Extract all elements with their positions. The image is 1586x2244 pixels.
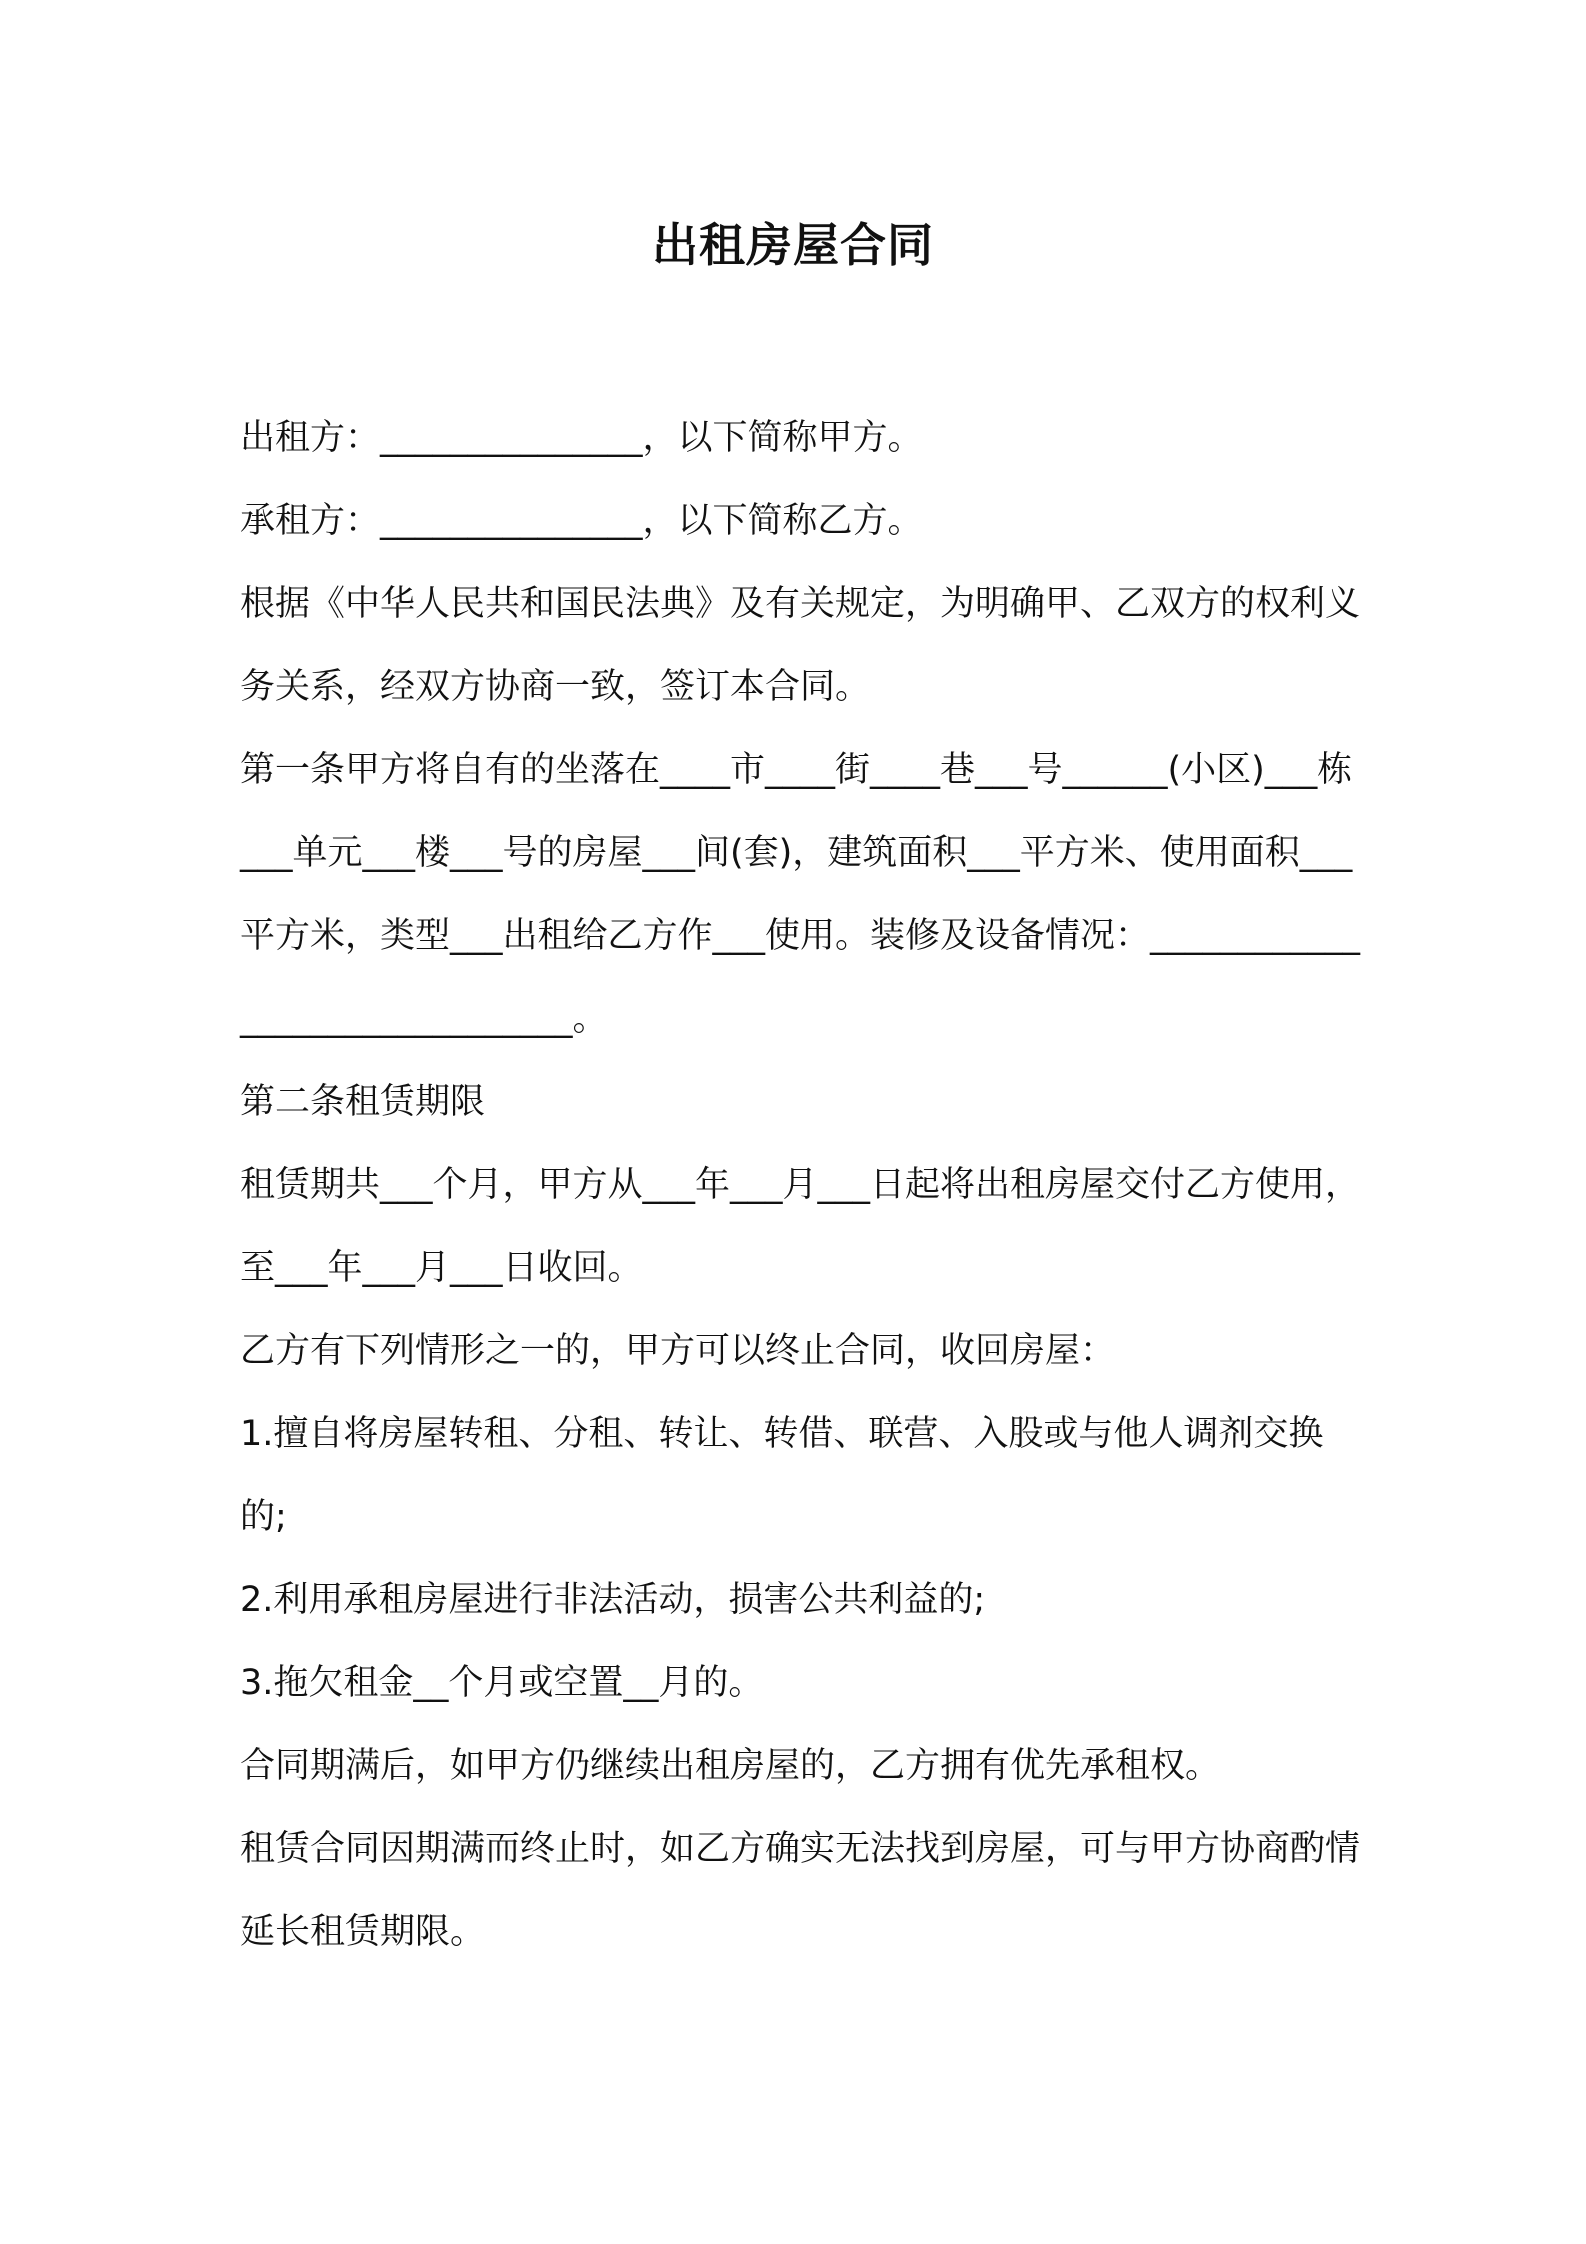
clause-termination-intro: 乙方有下列情形之一的，甲方可以终止合同，收回房屋：: [240, 1331, 1116, 1371]
document-body: [240, 397, 1360, 1974]
clause-priority-renewal: 合同期满后，如甲方仍继续出租房屋的，乙方拥有优先承租权。: [240, 1746, 1221, 1786]
clause-article-2-heading: 第二条租赁期限: [240, 1082, 486, 1122]
clause-termination-item-2: 2.利用承租房屋进行非法活动，损害公共利益的;: [240, 1580, 986, 1620]
document-title: 出租房屋合同: [652, 218, 934, 272]
clause-preamble: 根据《中华人民共和国民法典》及有关规定，为明确甲、乙双方的权利义务关系，经双方协商一致，签订本合同。: [240, 584, 1361, 707]
clause-lessee: 承租方：_______________，以下简称乙方。: [240, 501, 923, 541]
clause-extension: 租赁合同因期满而终止时，如乙方确实无法找到房屋，可与甲方协商酌情延长租赁期限。: [240, 1829, 1361, 1952]
clause-lease-term: 租赁期共___个月，甲方从___年___月___日起将出租房屋交付乙方使用，至___年___月___日收回。: [240, 1165, 1361, 1288]
clause-article-1: 第一条甲方将自有的坐落在____市____街____巷___号______(小区)___栋___单元___楼___号的房屋___间(套)，建筑面积___平方米、使用面积___平方米，类型___出租给乙方作___使用。装修及设备情况：_______________________________。: [240, 750, 1361, 1039]
clause-lessor: 出租方：_______________，以下简称甲方。: [240, 418, 923, 458]
clause-termination-item-3: 3.拖欠租金__个月或空置__月的。: [240, 1663, 764, 1703]
clause-termination-item-1: 1.擅自将房屋转租、分租、转让、转借、联营、入股或与他人调剂交换的;: [240, 1414, 1324, 1537]
